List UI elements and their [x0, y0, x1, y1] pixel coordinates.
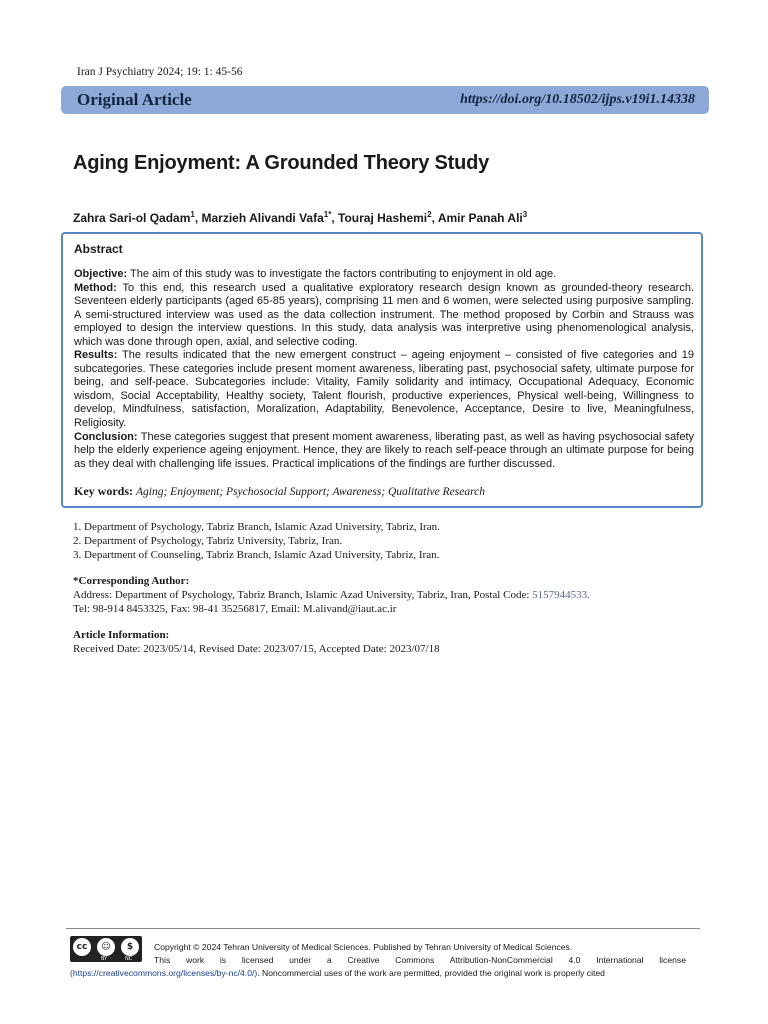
abstract-box	[61, 232, 703, 508]
author-affiliation-mark: 3	[522, 210, 528, 219]
abstract-body	[74, 268, 694, 471]
corresponding-address: Address: Department of Psychology, Tabriz Branch, Islamic Azad University, Tabriz, Iran, Postal Code:	[73, 589, 530, 601]
article-banner	[61, 86, 709, 114]
license-link[interactable]: (https://creativecommons.org/licenses/by-nc/4.0/)	[70, 968, 258, 978]
doi-link[interactable]: https://doi.org/10.18502/ijps.v19i1.14338	[460, 92, 695, 107]
author-name: Touraj Hashemi	[338, 211, 428, 225]
corresponding-author	[73, 574, 590, 616]
author-name: Marzieh Alivandi Vafa	[201, 211, 324, 225]
objective-text: The aim of this study was to investigate the factors contributing to enjoyment in old age.	[130, 268, 557, 280]
abstract-results	[74, 349, 694, 430]
objective-label: Objective:	[74, 268, 128, 280]
paper-title: Aging Enjoyment: A Grounded Theory Study	[73, 152, 490, 174]
corresponding-contact: Tel: 98-914 8453325, Fax: 98-41 35256817, Email: M.alivand@iaut.ac.ir	[73, 603, 397, 615]
badge-by-label: BY	[101, 956, 108, 962]
author-affiliation-mark: 1	[190, 210, 195, 219]
author-name: Amir Panah Ali	[437, 211, 523, 225]
results-label: Results:	[74, 349, 118, 362]
keywords-label: Key words:	[74, 484, 133, 498]
abstract-objective	[74, 268, 694, 282]
abstract-method	[74, 282, 694, 350]
conclusion-text: These categories suggest that present moment awareness, liberating past, as well as having psychosocial safety help the elderly experience ageing enjoyment. Hence, they are likely to reach self-peace through an ultimate purpose for being as they deal with challenging life issues. Practical implications of the findings are further discussed.	[74, 430, 695, 470]
corresponding-address-line	[73, 588, 590, 602]
license-line: This work is licensed under a Creative Commons Attribution-NonCommercial 4.0 International license	[154, 955, 686, 965]
affiliations	[73, 520, 440, 562]
license-notice	[70, 941, 686, 980]
author-affiliation-mark: 1*	[323, 210, 332, 219]
copyright-line: Copyright © 2024 Tehran University of Medical Sciences. Published by Tehran University of Medical Sciences.	[154, 942, 573, 952]
postal-code: 5157944533.	[532, 589, 590, 601]
method-label: Method:	[74, 281, 117, 294]
results-text: The results indicated that the new emergent construct – ageing enjoyment – consisted of five categories and 19 subcategories. These categories include present moment awareness, liberating past, psychosocial safety, ultimate purpose for being, and self-peace. Subcategories include: Vitality, Family solidarity and intimacy, Occupational Adequacy, Economic wisdom, Social Acceptability, Healthy society, Talent flourish, productive experiences, Physical well-being, Willingness to develop, Mindfulness, satisfaction, Moralization, Adaptability, Benevolence, Acceptance, Desire to live, Meaningfulness, Religiosity.	[74, 349, 694, 430]
conclusion-label: Conclusion:	[74, 430, 138, 443]
abstract-heading: Abstract	[74, 242, 123, 256]
journal-citation: Iran J Psychiatry 2024; 19: 1: 45-56	[77, 66, 243, 78]
affiliation-item: 3. Department of Counseling, Tabriz Branch, Islamic Azad University, Tabriz, Iran.	[73, 549, 440, 561]
author-affiliation-mark: 2	[427, 210, 432, 219]
footer-divider	[66, 928, 700, 929]
article-dates: Received Date: 2023/05/14, Revised Date: 2023/07/15, Accepted Date: 2023/07/18	[73, 643, 440, 655]
affiliation-item: 2. Department of Psychology, Tabriz University, Tabriz, Iran.	[73, 535, 343, 547]
author-list: Zahra Sari-ol Qadam$^1$, Marzieh Alivandi Vafa$^{1*}$, Touraj Hashemi$^2$, Amir Panah Ali$^3$	[73, 210, 528, 225]
nc-icon: $	[121, 938, 139, 956]
keywords-text: Aging; Enjoyment; Psychosocial Support; Awareness; Qualitative Research	[136, 486, 485, 498]
cc-icon: cc	[73, 938, 91, 956]
license-terms-line	[70, 967, 686, 980]
abstract-conclusion	[74, 431, 694, 472]
badge-nc-label: NC	[125, 956, 133, 962]
affiliation-item: 1. Department of Psychology, Tabriz Branch, Islamic Azad University, Tabriz, Iran.	[73, 521, 440, 533]
keywords	[74, 484, 485, 499]
article-type: Original Article	[77, 90, 192, 109]
corresponding-heading: *Corresponding Author:	[73, 575, 190, 587]
article-information	[73, 628, 440, 656]
by-icon: ☺	[97, 938, 115, 956]
author-name: Zahra Sari-ol Qadam	[73, 211, 191, 225]
method-text: To this end, this research used a qualitative exploratory research design known as grounded-theory research. Seventeen elderly participants (aged 65-85 years), comprising 11 men and 6 women, were selected using purposive sampling. A semi-structured interview was used as the data collection instrument. The method proposed by Corbin and Strauss was employed to design the interview questions. In this study, data analysis was interpretive using phenomenological analysis, which was done through open, axial, and selective coding.	[74, 281, 694, 348]
article-info-heading: Article Information:	[73, 629, 170, 641]
license-terms: . Noncommercial uses of the work are permitted, provided the original work is properly cited	[257, 968, 605, 978]
